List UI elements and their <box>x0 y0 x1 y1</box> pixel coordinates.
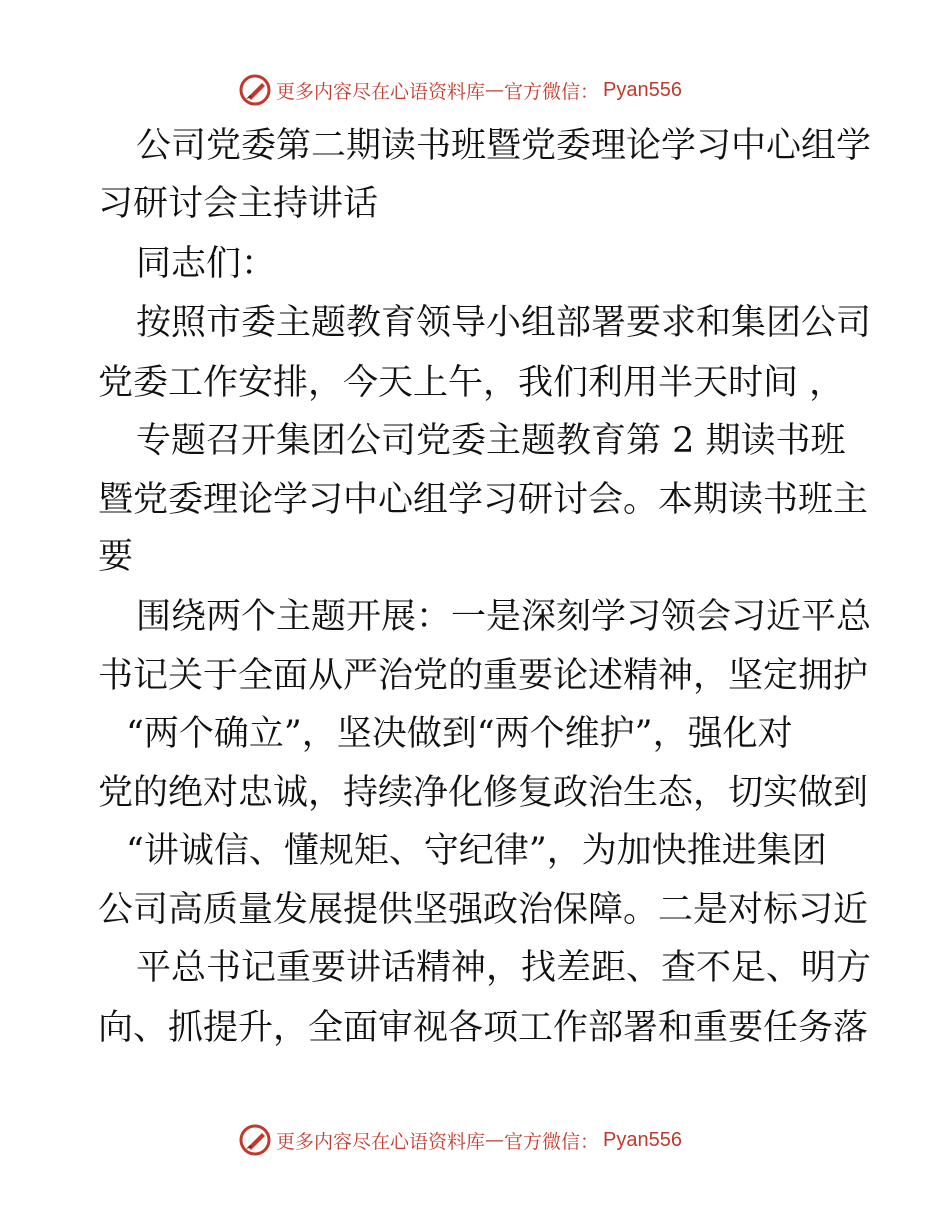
doc-text-line: 平总书记重要讲话精神，找差距、查不足、明方 <box>136 948 872 988</box>
doc-title-line-2: 习研讨会主持讲话 <box>98 184 379 224</box>
watermark-banner-top <box>238 72 682 108</box>
doc-text-line: “讲诚信、懂规矩、守纪律”，为加快推进集团 <box>126 831 827 871</box>
doc-text-line: 公司高质量发展提供坚强政治保障。二是对标习近 <box>98 890 869 930</box>
pen-logo-icon <box>238 73 272 107</box>
doc-salutation: 同志们： <box>136 244 277 284</box>
watermark-wechat-id: Pyan556 <box>603 1128 682 1151</box>
doc-text-line: 书记关于全面从严治党的重要论述精神，坚定拥护 <box>98 656 869 696</box>
doc-text-line: 暨党委理论学习中心组学习研讨会。本期读书班主 <box>98 480 869 520</box>
doc-text-line: 专题召开集团公司党委主题教育第 2 期读书班 <box>136 421 846 461</box>
pen-logo-icon <box>238 1123 272 1157</box>
watermark-banner-bottom <box>238 1122 682 1158</box>
watermark-site-text: 更多内容尽在心语资料库 <box>276 1130 486 1153</box>
doc-text-line: 按照市委主题教育领导小组部署要求和集团公司 <box>136 303 872 343</box>
watermark-separator: — <box>485 1129 505 1151</box>
doc-text-line: 围绕两个主题开展：一是深刻学习领会习近平总 <box>136 597 872 637</box>
doc-text-line: 党的绝对忠诚，持续净化修复政治生态，切实做到 <box>98 773 869 813</box>
doc-title-line-1: 公司党委第二期读书班暨党委理论学习中心组学 <box>136 126 872 166</box>
watermark-site-text: 更多内容尽在心语资料库 <box>276 80 486 103</box>
doc-text-line: 党委工作安排，今天上午，我们利用半天时间 ， <box>98 363 845 403</box>
watermark-wechat-label: 官方微信： <box>504 1130 600 1153</box>
doc-text-line: 向、抓提升，全面审视各项工作部署和重要任务落 <box>98 1008 869 1048</box>
doc-text-line: “两个确立”，坚决做到“两个维护”，强化对 <box>126 714 793 754</box>
watermark-separator: — <box>485 79 505 101</box>
watermark-wechat-label: 官方微信： <box>504 80 600 103</box>
doc-text-line: 要 <box>98 537 134 577</box>
watermark-wechat-id: Pyan556 <box>603 78 682 101</box>
